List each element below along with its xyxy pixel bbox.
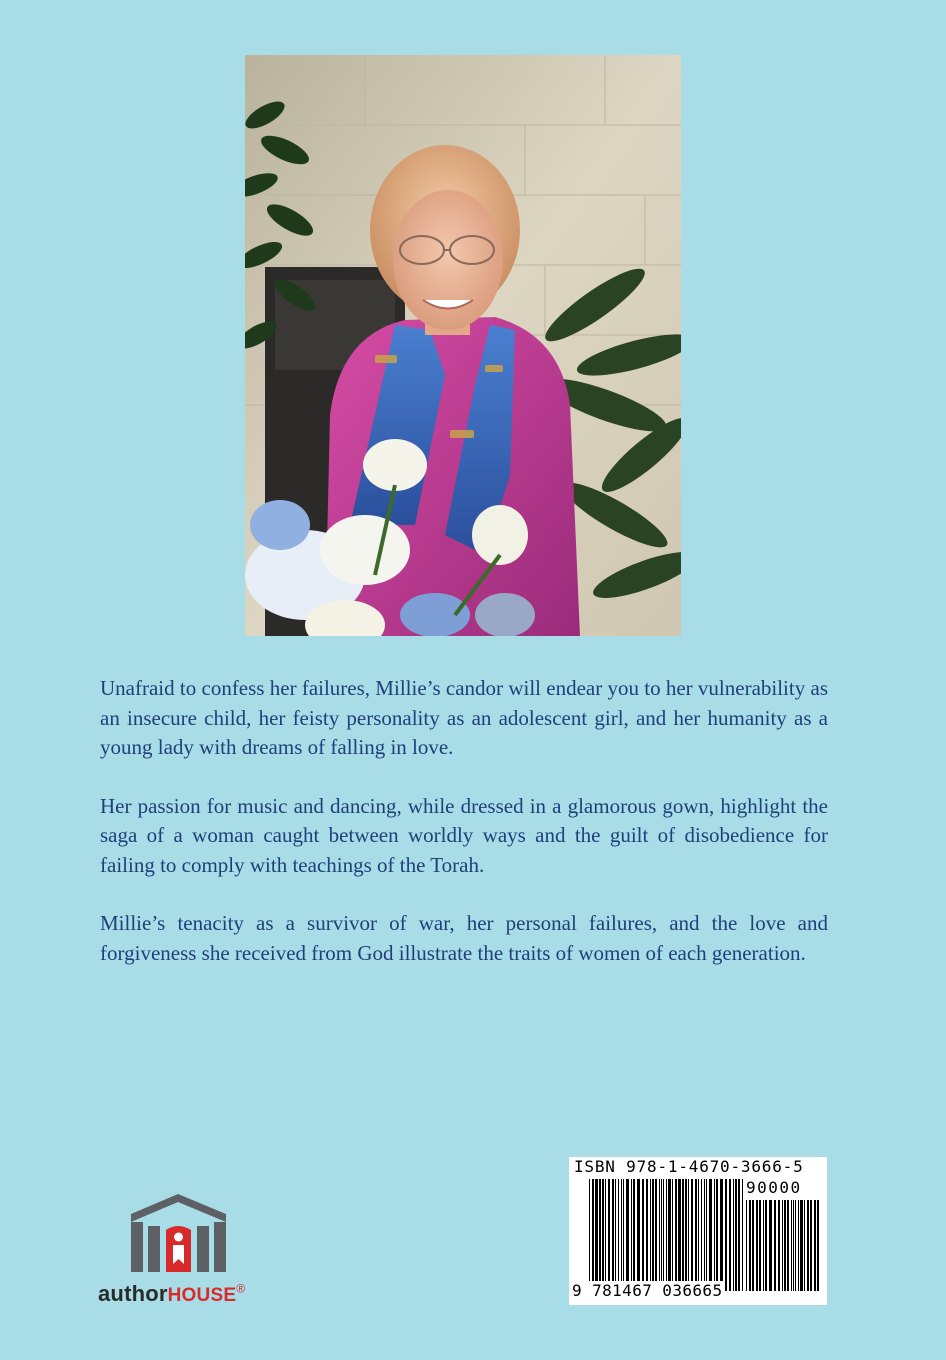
price-code: 90000 [746, 1178, 802, 1197]
barcode-bar [605, 1179, 606, 1291]
blurb-paragraph: Unafraid to confess her failures, Millie’s candor will endear you to her vulnerability as an insecure child, her feisty personality as an adolescent girl, and her humanity as a young lady with dreams of falling in love. [100, 676, 828, 759]
barcode-bar [782, 1200, 783, 1291]
barcode-bar [742, 1179, 743, 1291]
barcode-bar [615, 1179, 616, 1291]
publisher-logo [98, 1192, 274, 1312]
barcode-bar [725, 1179, 727, 1291]
barcode-bar [592, 1179, 594, 1291]
blurb-paragraph: Millie’s tenacity as a survivor of war, her personal failures, and the love and forgiveness she received from God illustrate the traits of women of each generation. [100, 911, 828, 965]
barcode-bar [642, 1179, 644, 1291]
barcode-bar [695, 1179, 697, 1291]
barcode-bar [672, 1179, 673, 1291]
barcode-bar [675, 1179, 677, 1291]
portrait-photo-icon [245, 55, 681, 636]
barcode-bar [661, 1179, 662, 1291]
barcode-bar [682, 1179, 684, 1291]
isbn-label: ISBN 978-1-4670-3666-5 [574, 1157, 804, 1176]
barcode-bar [668, 1179, 671, 1291]
barcode-bar [633, 1179, 635, 1291]
barcode-bar [756, 1200, 758, 1291]
barcode-bar [631, 1179, 632, 1291]
barcode-bar [814, 1200, 816, 1291]
barcode-bar [709, 1179, 712, 1291]
barcode-bar [714, 1179, 715, 1291]
barcode-bar [769, 1200, 772, 1291]
barcode-bar [729, 1179, 731, 1291]
barcode-bar [793, 1200, 794, 1291]
barcode-bar [746, 1200, 747, 1291]
barcode-bar [795, 1200, 796, 1291]
barcode-bar [599, 1179, 601, 1291]
barcode-bar [612, 1179, 614, 1291]
barcode-bar [778, 1200, 780, 1291]
back-cover-blurb [100, 674, 828, 997]
barcode-bar [691, 1179, 693, 1291]
barcode-bars [589, 1179, 744, 1291]
isbn-barcode [569, 1157, 827, 1305]
barcode-bar [618, 1179, 619, 1291]
barcode-bar [666, 1179, 667, 1291]
authorhouse-logo-icon [128, 1192, 229, 1275]
barcode-bar [763, 1200, 764, 1291]
barcode-bar [774, 1200, 776, 1291]
blurb-paragraph: Her passion for music and dancing, while dressed in a glamorous gown, highlight the saga of a woman caught between worldly ways and the guilt of disobedience for failing to comply with teachings of the Torah. [100, 793, 828, 877]
barcode-bar [733, 1179, 734, 1291]
barcode-bar [738, 1179, 740, 1291]
barcode-bar [798, 1200, 799, 1291]
barcode-number: 9 781467 036665 [572, 1281, 723, 1300]
barcode-bar [595, 1179, 598, 1291]
barcode-bar [759, 1200, 761, 1291]
barcode-bar [650, 1179, 651, 1291]
barcode-bar [787, 1200, 789, 1291]
barcode-bar [716, 1179, 718, 1291]
barcode-bar [663, 1179, 664, 1291]
barcode-bar [652, 1179, 654, 1291]
barcode-bar [720, 1179, 723, 1291]
barcode-bar [735, 1179, 737, 1291]
author-photo [245, 55, 681, 636]
barcode-bar [698, 1179, 699, 1291]
barcode-bar [655, 1179, 657, 1291]
barcode-bar [621, 1179, 622, 1291]
registered-mark: ® [236, 1281, 246, 1296]
barcode-bar [589, 1179, 590, 1291]
barcode-bar [800, 1200, 803, 1291]
barcode-bar [623, 1179, 624, 1291]
barcode-bar [659, 1179, 660, 1291]
publisher-name [98, 1281, 245, 1307]
barcode-bar [749, 1200, 751, 1291]
barcode-bar [752, 1200, 754, 1291]
barcode-bar [791, 1200, 792, 1291]
barcode-bar [685, 1179, 687, 1291]
barcode-bar [608, 1179, 610, 1291]
barcode-bar [807, 1200, 809, 1291]
barcode-bar [678, 1179, 681, 1291]
barcode-bar [817, 1200, 819, 1291]
barcode-bar [602, 1179, 604, 1291]
barcode-bar [688, 1179, 689, 1291]
barcode-bar [701, 1179, 702, 1291]
publisher-name-prefix: author [98, 1281, 168, 1306]
publisher-name-suffix: HOUSE [167, 1285, 237, 1306]
barcode-bar [784, 1200, 786, 1291]
barcode-bar [810, 1200, 812, 1291]
barcode-bar [626, 1179, 629, 1291]
barcode-bar [646, 1179, 648, 1291]
barcode-bar [706, 1179, 707, 1291]
barcode-bar [704, 1179, 705, 1291]
barcode-bar [637, 1179, 640, 1291]
addon-barcode-bars [746, 1200, 821, 1291]
barcode-bar [804, 1200, 805, 1291]
barcode-bar [765, 1200, 767, 1291]
